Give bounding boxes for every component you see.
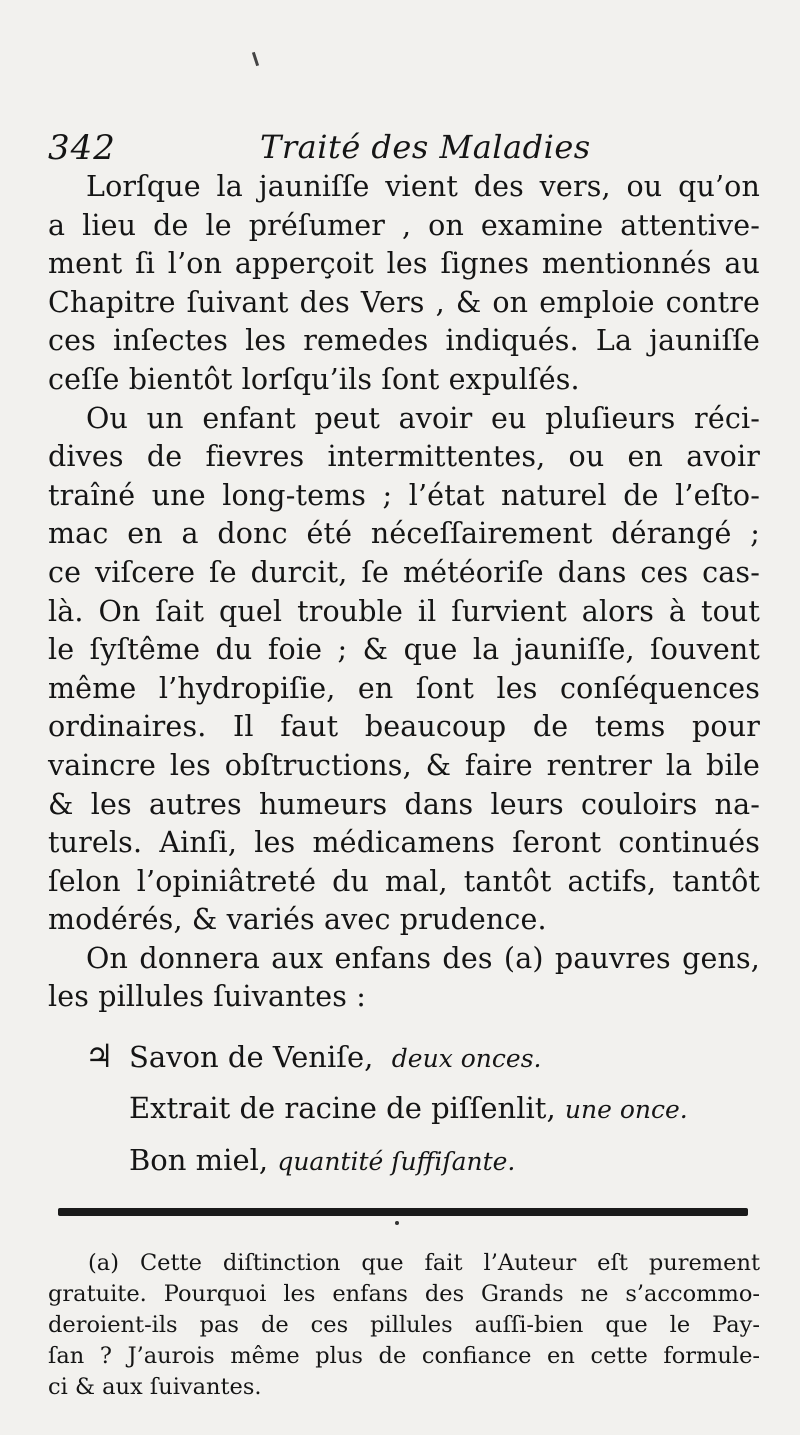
text-line: ces inſectes les remedes indiqués. La jauniſſe <box>48 324 760 358</box>
prescription-item <box>85 1030 735 1082</box>
text-line: a lieu de le préſumer , on examine attentive- <box>48 208 760 242</box>
page-number: 342 <box>48 128 116 168</box>
text-line: ment ſi l’on apperçoit les ſignes mentionnés au <box>48 247 760 281</box>
prescription-item <box>85 1134 735 1186</box>
footnote-line: (a) Cette diſtinction que fait l’Auteur eſt purement <box>88 1250 760 1276</box>
text-line: On donnera aux enfans des (a) pauvres gens, <box>86 941 760 975</box>
running-title: Traité des Maladies <box>260 128 591 166</box>
footnote-line: gratuite. Pourquoi les enfans des Grands ne s’accommo- <box>48 1281 760 1307</box>
text-line: les pillules ſuivantes : <box>48 980 366 1014</box>
text-line: dives de fievres intermittentes, ou en avoir <box>48 440 760 474</box>
quantity: une once. <box>564 1095 688 1124</box>
recipe-symbol: ♃ <box>85 1037 114 1075</box>
text-line: Lorſque la jauniſſe vient des vers, ou qu’on <box>86 170 760 203</box>
ingredient: Savon de Veniſe, <box>129 1040 374 1074</box>
text-line: modérés, & variés avec prudence. <box>48 903 547 937</box>
footnote-line: ſan ? J’aurois même plus de confiance en cette formule- <box>48 1343 760 1369</box>
footnote-line: ci & aux ſuivantes. <box>48 1374 262 1400</box>
footnote <box>48 1248 760 1403</box>
quantity: deux onces. <box>391 1044 542 1073</box>
text-line: mac en a donc été néceſſairement dérangé ; <box>48 517 760 551</box>
text-line: ſelon l’opiniâtreté du mal, tantôt actifs, tantôt <box>48 864 760 898</box>
text-line: là. On ſait quel trouble il ſurvient alors à tout <box>48 594 760 628</box>
text-line: le ſyſtême du foie ; & que la jauniſſe, ſouvent <box>48 633 760 667</box>
footnote-line: deroient-ils pas de ces pillules auſſi-bien que le Pay- <box>48 1312 760 1338</box>
ink-dot <box>395 1221 399 1225</box>
ingredient: Bon miel, <box>129 1143 269 1177</box>
text-line: ce viſcere ſe durcit, ſe météoriſe dans ces cas- <box>48 555 760 589</box>
ink-mark <box>252 52 259 66</box>
text-line: Chapitre ſuivant des Vers , & on emploie contre <box>48 285 760 319</box>
text-line: ceſſe bientôt lorſqu’ils ſont expulſés. <box>48 362 580 396</box>
prescription-item <box>85 1082 735 1134</box>
ingredient: Extrait de racine de piſſenlit, <box>129 1091 556 1125</box>
text-line: traîné une long-tems ; l’état naturel de l’eſto- <box>48 478 760 512</box>
quantity: quantité ſuffiſante. <box>277 1147 516 1176</box>
text-line: même l’hydropiſie, en ſont les conſéquences <box>48 671 760 705</box>
section-rule <box>58 1208 748 1216</box>
text-line: & les autres humeurs dans leurs couloirs na- <box>48 787 760 821</box>
text-line: Ou un enfant peut avoir eu pluſieurs réci- <box>86 401 760 435</box>
text-line: turels. Ainſi, les médicamens ſeront continués <box>48 826 760 860</box>
text-line: vaincre les obſtructions, & faire rentrer la bile <box>48 748 760 782</box>
prescription <box>85 1030 735 1186</box>
body-text <box>48 168 760 1017</box>
text-line: ordinaires. Il faut beaucoup de tems pour <box>48 710 760 744</box>
